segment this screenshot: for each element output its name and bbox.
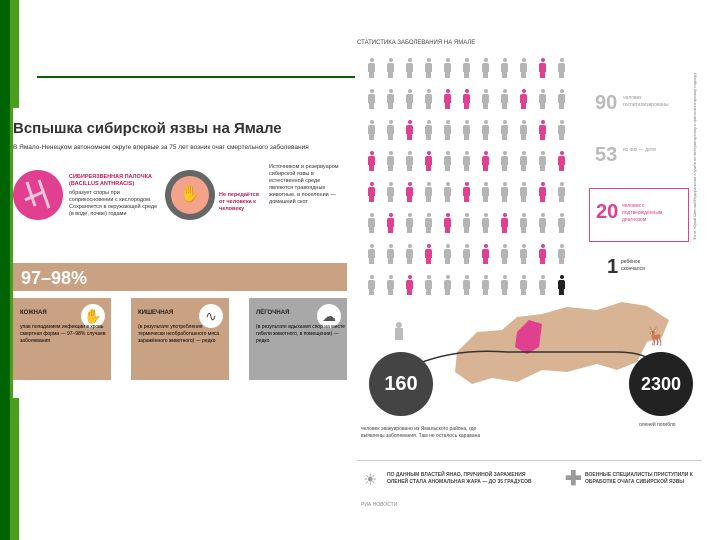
- person-icon: [500, 182, 509, 202]
- evacuated-circle: 160: [369, 352, 433, 416]
- stat-label: из них — дети: [623, 147, 656, 153]
- source-text: Источником и резервуаром сибирской язвы в естественной среде являются травоядные животные, в поселении — домашний скот: [269, 164, 339, 205]
- person-icon: [424, 275, 433, 295]
- person-icon: [481, 213, 490, 233]
- person-icon: [405, 58, 414, 78]
- person-icon: [386, 151, 395, 171]
- person-icon: [405, 151, 414, 171]
- person-icon: [557, 182, 566, 202]
- person-icon: [424, 89, 433, 109]
- person-icon: [367, 182, 376, 202]
- person-icon: [538, 58, 547, 78]
- hand-icon: ✋: [81, 304, 105, 328]
- person-icon: [405, 213, 414, 233]
- evacuated-note: человек эвакуировано из Ямальского района, где выявлены заболевания. Там не осталось каравана: [361, 426, 481, 439]
- person-icon: [462, 244, 471, 264]
- person-icon: [557, 244, 566, 264]
- card-intestinal: [131, 298, 229, 380]
- card-cutaneous: [13, 298, 111, 380]
- person-icon: [519, 58, 528, 78]
- person-icon: [538, 213, 547, 233]
- bacillus-icon: [13, 170, 63, 220]
- person-icon: [367, 151, 376, 171]
- person-icon: [443, 58, 452, 78]
- person-icon: [443, 89, 452, 109]
- handshake-icon: ✋: [165, 170, 215, 220]
- footer-military-text: ВОЕННЫЕ СПЕЦИАЛИСТЫ ПРИСТУПИЛИ К ОБРАБОТКЕ ОЧАГА СИБИРСКОЙ ЯЗВЫ: [585, 472, 693, 485]
- person-icon: [443, 151, 452, 171]
- person-icon: [557, 89, 566, 109]
- lungs-icon: ☁: [317, 304, 341, 328]
- person-icon: [424, 151, 433, 171]
- bacillus-title: СИБИРЕЯЗВЕННАЯ ПАЛОЧКА (BACILLUS ANTHRACIS): [69, 174, 152, 187]
- stat-number: 90: [595, 92, 618, 114]
- person-icon: [405, 120, 414, 140]
- footer-heat-text: ПО ДАННЫМ ВЛАСТЕЙ ЯНАО, ПРИЧИНОЙ ЗАРАЖЕНИЯ ОЛЕНЕЙ СТАЛА АНОМАЛЬНАЯ ЖАРА — ДО 35 ГРАДУСОВ: [387, 472, 532, 485]
- person-icon: [519, 89, 528, 109]
- person-icon: [424, 120, 433, 140]
- card-title: ЛЁГОЧНАЯ: [256, 310, 290, 316]
- person-icon: [462, 151, 471, 171]
- card-title: КОЖНАЯ: [20, 310, 47, 316]
- plus-icon: ✚: [565, 468, 582, 490]
- person-icon: [519, 151, 528, 171]
- person-icon: [481, 58, 490, 78]
- person-icon: [500, 213, 509, 233]
- person-icon: [367, 275, 376, 295]
- title-rule: [37, 76, 355, 78]
- person-icon: [367, 120, 376, 140]
- stats-title: СТАТИСТИКА ЗАБОЛЕВАНИЯ НА ЯМАЛЕ: [357, 40, 476, 46]
- stat-20: [589, 188, 689, 242]
- person-icon: [405, 275, 414, 295]
- right-infographic: [357, 30, 702, 525]
- person-icon: [386, 120, 395, 140]
- person-icon: [386, 213, 395, 233]
- person-icon: [367, 213, 376, 233]
- person-icon: [367, 58, 376, 78]
- person-icon: [386, 275, 395, 295]
- person-icon: [538, 151, 547, 171]
- sun-icon: ☀: [363, 472, 378, 489]
- person-icon: [519, 120, 528, 140]
- card-pulmonary: [249, 298, 347, 380]
- stat-label: человек с подтверждённым диагнозом: [622, 203, 663, 223]
- person-icon: [462, 213, 471, 233]
- person-icon: [538, 244, 547, 264]
- person-icon: [405, 89, 414, 109]
- person-icon: [367, 244, 376, 264]
- person-icon: [424, 182, 433, 202]
- person-icon: [481, 182, 490, 202]
- person-icon: [386, 89, 395, 109]
- card-text: (в результате употребления термически необработанного мяса заражённого животного) — редко: [138, 324, 220, 344]
- infographic-title: Вспышка сибирской язвы на Ямале: [13, 120, 282, 137]
- stat-label: человек госпитализированы: [623, 95, 669, 108]
- person-icon: [481, 151, 490, 171]
- person-icon: [481, 244, 490, 264]
- person-icon: [519, 213, 528, 233]
- person-icon: [519, 244, 528, 264]
- person-icon: [557, 151, 566, 171]
- person-icon: [424, 213, 433, 233]
- person-icon: [500, 120, 509, 140]
- person-icon: [443, 120, 452, 140]
- person-icon: [424, 244, 433, 264]
- green-accent-bar-dark: [0, 0, 10, 540]
- card-text: упав попаданием инфекции в кровь смертная форма — 97–98% случаев заболевания: [20, 324, 106, 344]
- person-icon: [500, 151, 509, 171]
- person-icon: [386, 244, 395, 264]
- person-icon: [500, 58, 509, 78]
- person-icon: [557, 120, 566, 140]
- bacillus-text: образует споры при соприкосновении с кислородом. Сохраняется в окружающей среде (в воде, почве) годами: [69, 190, 158, 217]
- person-icon: [538, 182, 547, 202]
- percent-value: 97–98%: [21, 268, 88, 288]
- infographic-subtitle: В Ямало-Ненецком автономном округе впервые за 75 лет возник очаг смертельного заболевания: [13, 144, 309, 151]
- person-icon: [405, 182, 414, 202]
- person-icon: [481, 89, 490, 109]
- person-icon: [424, 58, 433, 78]
- person-icon: [443, 244, 452, 264]
- intestine-icon: ∿: [199, 304, 223, 328]
- person-icon: [395, 322, 403, 340]
- source-label: РИА НОВОСТИ: [361, 502, 398, 508]
- connector-line: [417, 348, 657, 368]
- card-text: (в результате вдыхания спор на месте гибели животного, в помещении) — редко: [256, 324, 346, 344]
- stat-label: ребёнок скончался: [621, 259, 645, 272]
- person-icon: [500, 244, 509, 264]
- person-icon: [481, 120, 490, 140]
- person-icon: [519, 182, 528, 202]
- deer-icon: 🦌: [645, 326, 668, 346]
- person-icon: [462, 120, 471, 140]
- stat-number: 1: [607, 256, 619, 278]
- person-icon: [500, 89, 509, 109]
- person-icon: [557, 213, 566, 233]
- person-icon: [557, 58, 566, 78]
- person-icon: [443, 213, 452, 233]
- person-icon: [462, 182, 471, 202]
- person-icon: [538, 120, 547, 140]
- person-icon: [462, 58, 471, 78]
- person-icon: [367, 89, 376, 109]
- person-icon: [386, 58, 395, 78]
- footer-divider: [357, 460, 702, 461]
- person-icon: [462, 89, 471, 109]
- not-transmitted-text: Не передаётся от человека к человеку: [219, 192, 259, 212]
- person-icon: [538, 89, 547, 109]
- stat-number: 53: [595, 144, 618, 166]
- vertical-credit: Фото: Юрий Шестак/Федеральная служба по ветеринарному и фитосанитарному надзору: [692, 72, 697, 240]
- deer-note: оленей погибло: [639, 422, 676, 428]
- person-icon: [405, 244, 414, 264]
- percent-band: [13, 263, 347, 291]
- card-title: КИШЕЧНАЯ: [138, 310, 174, 316]
- left-infographic: [13, 108, 347, 398]
- person-icon: [386, 182, 395, 202]
- deer-died-circle: 2300: [629, 352, 693, 416]
- person-icon: [443, 182, 452, 202]
- stat-number: 20: [596, 201, 619, 223]
